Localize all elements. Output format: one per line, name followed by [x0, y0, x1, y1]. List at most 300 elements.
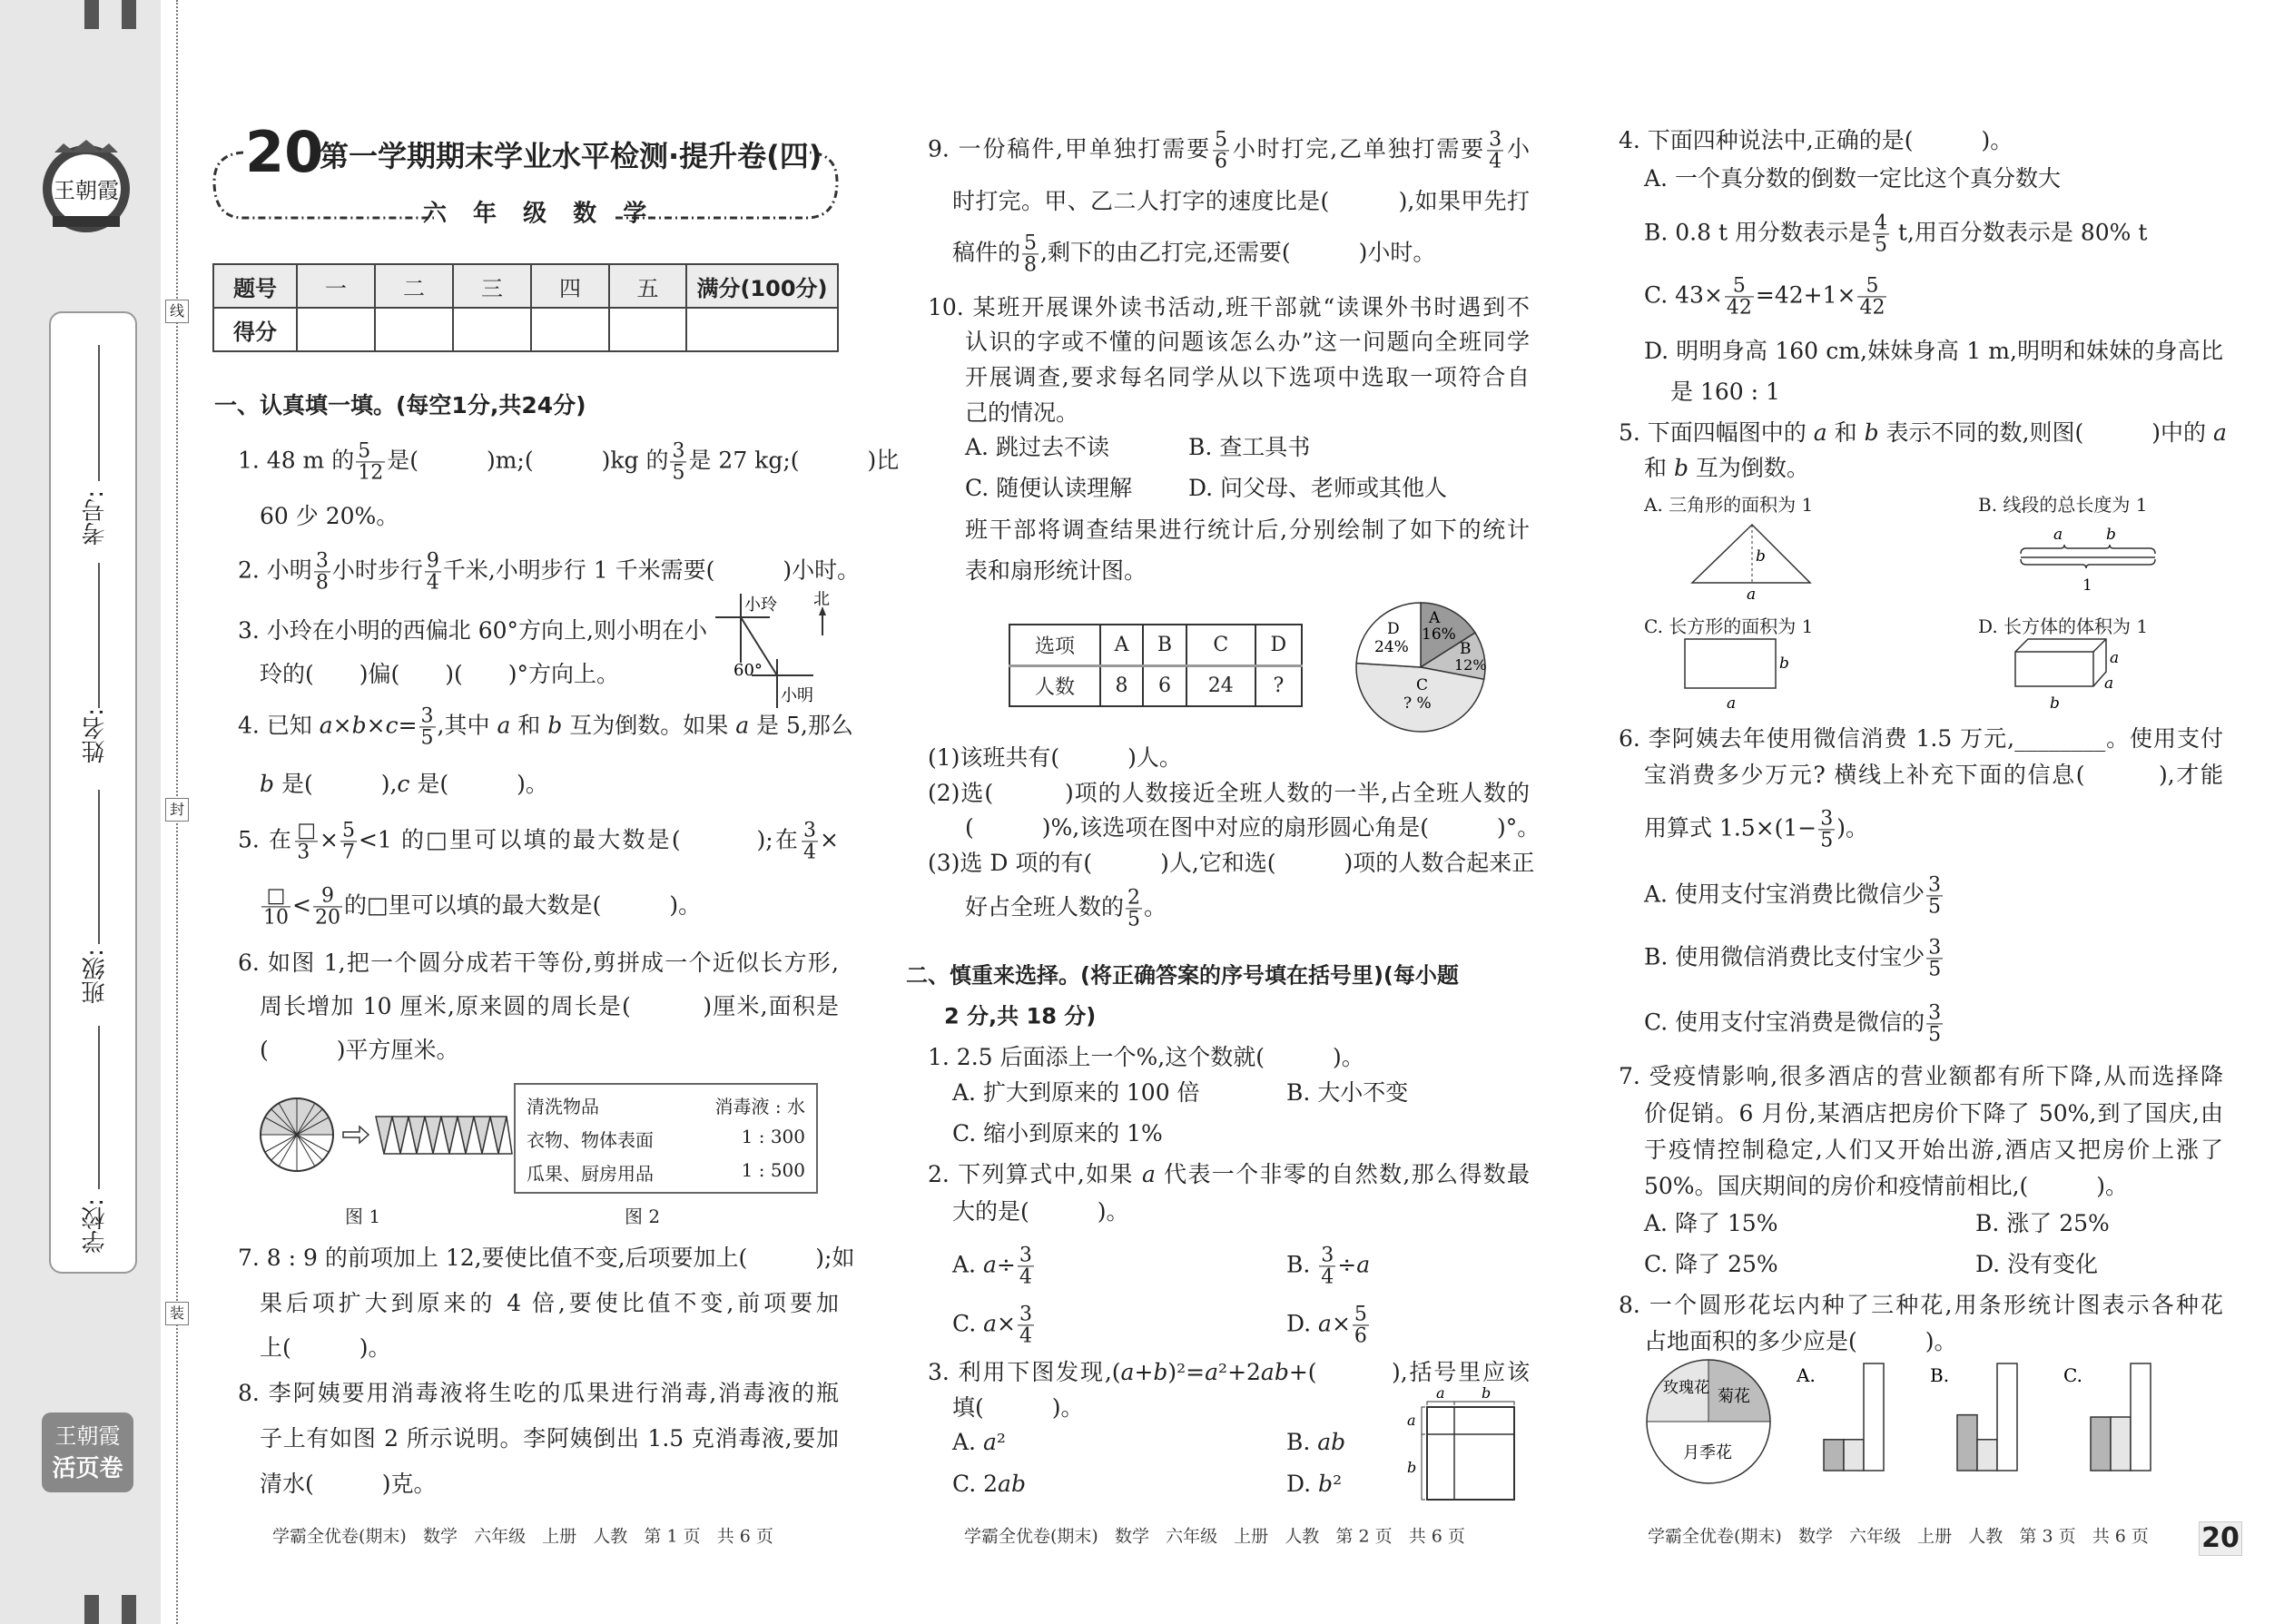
fraction	[1487, 129, 1503, 172]
question-line	[1644, 1328, 1957, 1355]
question-line	[928, 850, 1535, 877]
question-line	[238, 617, 707, 645]
math-variable: b	[351, 712, 367, 739]
svg-text:王朝霞: 王朝霞	[54, 178, 119, 203]
score-header: 满分(100分)	[686, 264, 838, 308]
option	[1975, 1251, 2098, 1278]
math-variable: a	[1318, 1310, 1332, 1337]
text-run: C. 2	[952, 1471, 999, 1497]
figure-label: b	[2050, 694, 2060, 712]
text-run: B.	[1286, 1429, 1318, 1455]
text-run: A. 降了 15%	[1644, 1210, 1778, 1236]
text-run: D. 没有变化	[1975, 1251, 2099, 1277]
option	[1670, 379, 1780, 406]
bar-option-label: C.	[2063, 1364, 2082, 1386]
score-cell[interactable]	[531, 308, 609, 351]
bar-option-label: B.	[1930, 1364, 1950, 1386]
text-run: 和	[1826, 419, 1865, 446]
field-class: 班级:	[82, 949, 109, 1004]
text-run: ²	[1333, 1471, 1343, 1497]
text-run: D. 明明身高 160 cm,妹妹身高 1 m,明明和妹妹的身高比	[1644, 338, 2223, 364]
fraction-denominator: 12	[358, 461, 384, 485]
fraction-numerator: 3	[1820, 807, 1834, 831]
page-footer: 学霸全优卷(期末) 数学 六年级 上册 人教 第 1 页 共 6 页	[272, 1526, 773, 1547]
question-line	[1619, 1292, 2223, 1319]
fraction-numerator: 3	[1489, 128, 1502, 152]
diagram-label: b	[1407, 1459, 1417, 1476]
fraction-denominator: 5	[1928, 1023, 1942, 1047]
text-run: D.	[1286, 1471, 1319, 1497]
field-line	[98, 563, 100, 708]
diagram-label: a	[1436, 1387, 1445, 1402]
question-line	[952, 232, 1435, 275]
score-header: 题号	[213, 264, 297, 308]
survey-header: C	[1186, 625, 1255, 665]
fraction-numerator: 3	[803, 819, 817, 842]
text-run: ( )平方厘米。	[260, 1037, 459, 1063]
fraction-denominator: 5	[1127, 908, 1141, 931]
option	[1286, 1245, 1370, 1287]
text-run: 宝消费多少万元? 横线上补充下面的信息( ),才能	[1644, 762, 2223, 788]
fig2-ratio: 1 : 300	[741, 1126, 805, 1147]
text-run: ( )%,该选项在图中对应的扇形圆心角是( )°。	[965, 814, 1541, 841]
text-run: 5. 下面四幅图中的	[1619, 419, 1814, 446]
fraction	[1873, 212, 1889, 255]
option	[1644, 275, 1888, 318]
text-run: 占地面积的多少应是( )。	[1644, 1328, 1957, 1354]
text-run: 小时打完,乙单独打需要	[1230, 135, 1486, 162]
publisher-logo	[36, 136, 136, 236]
fraction-numerator: 5	[1354, 1303, 1367, 1326]
fraction-numerator: 3	[1927, 873, 1941, 897]
bar	[2091, 1417, 2111, 1471]
text-run: 7. 受疫情影响,很多酒店的营业额都有所下降,从而选择降	[1619, 1063, 2223, 1089]
fraction-numerator: 5	[1857, 275, 1886, 297]
figure-label: b	[1756, 547, 1766, 566]
question-line	[260, 503, 399, 530]
fraction	[314, 550, 330, 593]
option	[1644, 165, 2061, 192]
fraction-numerator: 9	[313, 885, 342, 907]
math-variable: b	[1673, 455, 1689, 481]
compass-diagram	[715, 590, 839, 708]
fraction-numerator: 3	[1321, 1244, 1334, 1267]
text-run: 稿件的	[952, 239, 1021, 266]
fraction-numerator: 5	[1024, 231, 1038, 255]
fraction	[1818, 808, 1835, 851]
text-run: 代表一个非零的自然数,那么得数最	[1155, 1161, 1530, 1187]
question-line	[260, 1471, 437, 1498]
text-run: 8. 一个圆形花坛内种了三种花,用条形统计图表示各种花	[1619, 1292, 2223, 1318]
survey-header: 选项	[1009, 625, 1100, 665]
option	[1644, 338, 2223, 365]
question-line	[238, 550, 860, 593]
option	[1644, 937, 1944, 979]
score-cell[interactable]	[375, 308, 453, 351]
text-run: 用算式 1.5×(1−	[1644, 814, 1817, 842]
fraction-numerator: 3	[420, 704, 434, 728]
fraction-denominator: 20	[314, 906, 340, 930]
option	[952, 1304, 1036, 1346]
brand-text: 王朝霞	[54, 1423, 121, 1449]
fraction	[419, 705, 436, 748]
figure-label: 1	[2082, 576, 2092, 595]
question-line	[952, 1198, 1129, 1225]
text-run: 玲的( )偏( )( )°方向上。	[260, 661, 620, 687]
field-line	[98, 1026, 100, 1189]
question-line	[965, 557, 1147, 585]
text-run: t,用百分数表示是 80% t	[1890, 219, 2148, 246]
figure-2-dilution-table	[514, 1083, 818, 1194]
option	[952, 1471, 1026, 1498]
text-run: C. 降了 25%	[1644, 1251, 1778, 1277]
option	[1286, 1304, 1371, 1346]
text-run: ×	[820, 826, 839, 853]
text-run: 互为倒数。	[1688, 455, 1809, 481]
fraction-numerator: 3	[1928, 936, 1942, 960]
question-line	[928, 1359, 1530, 1386]
text-run: 是( ),	[274, 771, 398, 797]
pie-label: 玫瑰花	[1663, 1379, 1709, 1397]
text-run: C. 43×	[1644, 281, 1723, 309]
compass-label: 小明	[781, 686, 813, 705]
question-line	[952, 1394, 1084, 1422]
figure-label: a	[2053, 527, 2063, 544]
square-area-diagram	[1398, 1387, 1516, 1501]
question-line	[1644, 1137, 2223, 1164]
fraction	[1213, 129, 1229, 172]
question-line	[928, 1161, 1530, 1188]
survey-header: A	[1100, 625, 1143, 665]
text-run: 3. 小玲在小明的西偏北 60°方向上,则小明在小	[238, 617, 708, 644]
fraction-denominator: 4	[1019, 1265, 1032, 1289]
fraction	[1926, 937, 1943, 979]
text-run: 开展调查,要求每名同学从以下选项中选取一项符合自	[965, 364, 1530, 390]
text-run: 是 160 : 1	[1670, 379, 1780, 405]
text-run: =42+1×	[1755, 281, 1856, 309]
text-run: (1)该班共有( )人。	[928, 744, 1182, 771]
text-run: A. 一个真分数的倒数一定比这个真分数大	[1644, 165, 2061, 192]
text-run: 子上有如图 2 所示说明。李阿姨倒出 1.5 克消毒液,要加	[260, 1425, 839, 1452]
math-variable: b	[1864, 419, 1879, 446]
question-line	[965, 329, 1530, 356]
text-run: 3. 利用下图发现,(	[928, 1359, 1121, 1385]
figure-label: a	[1727, 694, 1737, 712]
question-line	[928, 1044, 1364, 1071]
question-line	[1644, 455, 1809, 482]
math-variable: a	[983, 1310, 998, 1337]
pie-label: D	[1387, 620, 1400, 638]
fraction-denominator: 4	[803, 841, 817, 864]
text-run: 周长增加 10 厘米,原来圆的周长是( )厘米,面积是	[260, 993, 839, 1019]
figure-caption: 图 1	[345, 1206, 381, 1227]
option	[952, 1120, 1163, 1147]
fig2-item: 瓜果、厨房用品	[527, 1163, 654, 1185]
question-line	[965, 814, 1540, 842]
option	[1286, 1429, 1345, 1456]
figure-1-circle-to-rectangle	[258, 1094, 521, 1176]
fig2-item: 衣物、物体表面	[527, 1129, 654, 1151]
fraction-numerator: 5	[1214, 128, 1227, 152]
fraction-numerator: □	[261, 885, 290, 907]
option	[1644, 1002, 1944, 1045]
fraction-denominator: 5	[1874, 233, 1887, 257]
text-run: 5. 在	[238, 826, 294, 853]
score-row-label: 得分	[213, 308, 297, 351]
fraction	[802, 820, 818, 862]
text-run: ×	[1331, 1310, 1351, 1337]
text-run: 是 27 kg;( )比	[688, 447, 900, 474]
math-variable: a	[982, 1251, 997, 1278]
text-run: A. 使用支付宝消费比微信少	[1644, 881, 1925, 908]
page-footer: 学霸全优卷(期末) 数学 六年级 上册 人教 第 3 页 共 6 页	[1648, 1526, 2149, 1547]
text-run: C.	[952, 1310, 984, 1337]
text-run: ×	[366, 712, 386, 739]
question-line	[260, 661, 619, 688]
question-line	[965, 887, 1167, 930]
field-school: 学校:	[82, 1198, 109, 1254]
section-heading: 二、慎重来选择。(将正确答案的序号填在括号里)(每小题	[906, 962, 1459, 989]
math-variable: a	[1141, 1161, 1156, 1187]
score-table	[212, 263, 839, 352]
question-line	[965, 364, 1530, 391]
survey-pie-chart	[1353, 599, 1489, 735]
math-variable: a	[735, 712, 750, 739]
question-line	[238, 704, 853, 750]
score-cell[interactable]	[686, 308, 838, 351]
score-header: 一	[297, 264, 375, 308]
text-run: 和	[510, 712, 548, 739]
fraction-numerator: 4	[1874, 212, 1887, 235]
text-run: C. 缩小到原来的 1%	[952, 1120, 1163, 1147]
text-run: <1 的□里可以填的最大数是( );在	[358, 826, 801, 853]
fraction-denominator: 3	[297, 841, 310, 864]
fraction	[1926, 1002, 1943, 1045]
question-line	[260, 885, 701, 928]
fraction	[1319, 1245, 1335, 1287]
option: D. 问父母、老师或其他人	[1188, 475, 1448, 501]
text-run: +( ),括号里应该	[1288, 1359, 1530, 1385]
page-number-badge: 20	[2199, 1521, 2242, 1556]
fraction-numerator: 3	[1019, 1244, 1032, 1267]
brand-badge	[42, 1412, 133, 1492]
fraction-denominator: 42	[1726, 296, 1752, 320]
text-run: 9. 一份稿件,甲单独打需要	[928, 135, 1211, 162]
pie-label: B	[1460, 640, 1472, 658]
question-line	[928, 294, 1530, 321]
text-run: ×	[320, 826, 339, 853]
question-line	[928, 744, 1182, 772]
pie-label: 12%	[1454, 656, 1487, 674]
text-run: <	[292, 891, 311, 919]
question-line	[238, 1380, 839, 1407]
field-line	[98, 790, 100, 944]
text-run: 大的是( )。	[952, 1198, 1129, 1225]
math-variable: a	[982, 1429, 997, 1455]
question-line	[928, 780, 1530, 807]
fraction	[1018, 1245, 1034, 1287]
text-run: D.	[1286, 1310, 1319, 1337]
fig2-header: 消毒液 : 水	[714, 1096, 805, 1117]
page-title: 第一学期期末学业水平检测·提升卷(四)	[320, 138, 822, 173]
text-run: 时打完。甲、乙二人打字的速度比是( ),如果甲先打	[952, 188, 1530, 214]
text-run: )²=	[1167, 1359, 1206, 1385]
question-line	[238, 820, 839, 862]
fraction-numerator: 3	[1928, 1001, 1942, 1025]
text-run: 的□里可以填的最大数是( )。	[343, 891, 702, 919]
segment-figure	[2015, 527, 2161, 599]
score-header: 五	[609, 264, 686, 308]
fraction-denominator: 4	[426, 571, 439, 595]
option	[1286, 1471, 1342, 1498]
question-line	[1619, 725, 2223, 753]
fraction	[261, 885, 290, 928]
text-run: 60 少 20%。	[260, 503, 399, 529]
score-header: 四	[531, 264, 609, 308]
fig2-ratio: 1 : 500	[741, 1159, 805, 1181]
text-run: 10. 某班开展课外读书活动,班干部就“读课外书时遇到不	[928, 294, 1530, 320]
option: A. 跳过去不读	[965, 434, 1109, 460]
text-run: 是( )。	[409, 771, 548, 797]
fraction	[356, 440, 385, 483]
field-line	[98, 345, 100, 481]
text-run: 果后项扩大到原来的 4 倍,要使比值不变,前项要加	[260, 1290, 839, 1316]
option	[1644, 874, 1944, 917]
text-run: 好占全班人数的	[965, 893, 1125, 920]
text-run: 互为倒数。如果	[562, 712, 736, 739]
bar	[1977, 1440, 1997, 1471]
fraction-denominator: 4	[1019, 1324, 1032, 1348]
fraction-denominator: 4	[1321, 1265, 1334, 1289]
page-footer: 学霸全优卷(期末) 数学 六年级 上册 人教 第 2 页 共 6 页	[964, 1526, 1465, 1547]
question-line	[1644, 1100, 2223, 1127]
text-run: )。	[1836, 814, 1869, 842]
score-cell[interactable]	[609, 308, 686, 351]
score-header: 二	[375, 264, 453, 308]
text-run: 小	[1505, 135, 1530, 162]
text-run: B. 大小不变	[1286, 1079, 1409, 1106]
text-run: 于疫情控制稳定,人们又开始出游,酒店又把房价上涨了	[1644, 1137, 2223, 1163]
fraction-numerator: 3	[315, 549, 329, 573]
math-variable: a	[2212, 419, 2227, 446]
option	[1644, 1210, 1777, 1237]
flower-pie-chart	[1643, 1356, 1779, 1487]
survey-header: D	[1255, 625, 1302, 665]
option	[1975, 1210, 2110, 1237]
option: C. 长方形的面积为 1	[1644, 615, 1814, 637]
question-line	[952, 188, 1530, 215]
text-run: B. 0.8 t 用分数表示是	[1644, 219, 1871, 246]
pie-label: 月季花	[1683, 1443, 1732, 1462]
bar	[1864, 1363, 1884, 1471]
text-run: A.	[952, 1251, 983, 1278]
registration-mark	[122, 0, 136, 29]
fraction	[1018, 1304, 1034, 1346]
math-variable: b	[1153, 1359, 1168, 1385]
fraction-denominator: 10	[263, 906, 289, 930]
bar	[1957, 1415, 1977, 1471]
text-run: B.	[1286, 1251, 1318, 1278]
text-run: 千米,小明步行 1 千米需要( )小时。	[442, 556, 861, 584]
figure-label: b	[2106, 527, 2116, 544]
text-run: 。	[1144, 893, 1167, 920]
text-run: 己的情况。	[965, 399, 1079, 426]
fraction-numerator: 5	[341, 819, 355, 842]
figure-label: a	[2110, 649, 2120, 667]
option: D. 长方体的体积为 1	[1978, 615, 2149, 637]
option: B. 查工具书	[1188, 434, 1311, 460]
figure-label: a	[2104, 674, 2114, 693]
field-name: 姓名:	[82, 708, 109, 763]
question-line	[1644, 808, 1868, 851]
text-run: 2. 小明	[238, 556, 312, 584]
fraction-numerator: 5	[356, 440, 385, 462]
text-run: 4. 已知	[238, 712, 320, 739]
text-run: 填( )。	[952, 1394, 1084, 1421]
option	[952, 1245, 1036, 1287]
option	[1644, 212, 2147, 255]
math-variable: c	[397, 771, 410, 797]
text-run: A. 扩大到原来的 100 倍	[952, 1079, 1200, 1106]
diagram-label: b	[1482, 1387, 1492, 1402]
brand-subtitle: 活页卷	[52, 1455, 123, 1482]
text-run: ,其中	[437, 712, 497, 739]
survey-cell: 8	[1100, 665, 1143, 706]
option	[952, 1429, 1006, 1456]
text-run: (2)选( )项的人数接近全班人数的一半,占全班人数的	[928, 780, 1530, 806]
survey-cell: 6	[1143, 665, 1186, 706]
text-run: B. 涨了 25%	[1975, 1210, 2110, 1236]
text-run: ×	[997, 1310, 1016, 1337]
pie-label: A	[1429, 609, 1441, 627]
text-run: 4. 下面四种说法中,正确的是( )。	[1619, 127, 2013, 153]
fraction-denominator: 8	[315, 571, 329, 595]
fraction-numerator: 9	[426, 549, 439, 573]
fraction-numerator: 2	[1127, 886, 1141, 910]
score-cell[interactable]	[453, 308, 531, 351]
text-run: 小时步行	[331, 556, 423, 584]
score-cell[interactable]	[297, 308, 375, 351]
question-line	[928, 129, 1530, 172]
math-variable: b	[547, 712, 563, 739]
question-line	[965, 399, 1078, 427]
student-info-box	[49, 311, 137, 1274]
figure-label: b	[1779, 655, 1789, 673]
survey-cell: 24	[1186, 665, 1255, 706]
text-run: 认识的字或不懂的问题该怎么办”这一问题向全班同学	[965, 329, 1530, 355]
text-run: 6. 如图 1,把一个圆分成若干等份,剪拼成一个近似长方形,	[238, 950, 839, 976]
text-run: +	[1134, 1359, 1154, 1385]
text-run: 上( )。	[260, 1334, 391, 1361]
score-header: 三	[453, 264, 531, 308]
text-run: =	[398, 712, 418, 739]
question-line	[238, 439, 900, 485]
fraction	[340, 820, 357, 862]
fraction	[295, 820, 318, 862]
pie-label: 菊花	[1718, 1387, 1750, 1406]
question-line	[260, 771, 548, 798]
field-exam-number: 考号:	[82, 490, 109, 546]
text-run: 1. 2.5 后面添上一个%,这个数就( )。	[928, 1044, 1364, 1070]
pie-label: 16%	[1422, 625, 1456, 644]
text-run: ,剩下的由乙打完,还需要( )小时。	[1040, 239, 1436, 266]
fraction	[1926, 874, 1943, 917]
question-line	[260, 1334, 391, 1362]
text-run: 1. 48 m 的	[238, 447, 355, 474]
cuboid-figure	[1997, 635, 2142, 712]
question-line	[965, 517, 1530, 544]
pie-label: 24%	[1374, 638, 1409, 656]
